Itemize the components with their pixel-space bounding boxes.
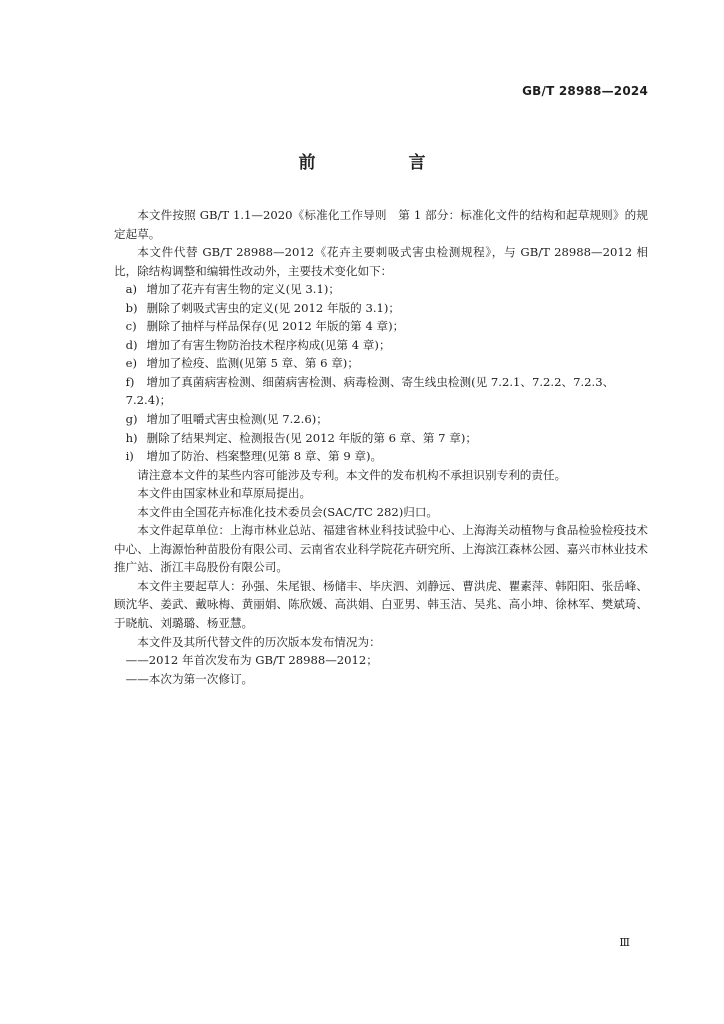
paragraph-replacement: 本文件代替 GB/T 28988—2012《花卉主要刺吸式害虫检测规程》，与 GB/T 28988—2012 相比，除结构调整和编辑性改动外，主要技术变化如下： [114, 245, 648, 278]
list-item-text: 增加了咀嚼式害虫检测(见 7.2.6)； [146, 412, 328, 427]
list-marker: e) [125, 356, 137, 371]
paragraph-proposer: 本文件由国家林业和草原局提出。 [137, 486, 312, 501]
list-item [114, 280, 648, 299]
paragraph-committee: 本文件由全国花卉标准化技术委员会(SAC/TC 282)归口。 [137, 504, 439, 519]
list-item [114, 410, 648, 429]
paragraph-drafting-units: 本文件起草单位：上海市林业总站、福建省林业科技试验中心、上海海关动植物与食品检验检疫技术中心、上海源怡种苗股份有限公司、云南省农业科学院花卉研究所、上海滨江森林公园、嘉兴市林业技术推广站、浙江丰岛股份有限公司。 [114, 523, 648, 575]
list-item [114, 429, 648, 448]
list-marker: c) [125, 319, 137, 334]
list-marker: i) [125, 449, 134, 464]
list-marker: h) [125, 430, 138, 445]
list-item-text: 增加了防治、档案整理(见第 8 章、第 9 章)。 [146, 449, 383, 464]
list-marker: d) [125, 337, 138, 352]
list-item-text: 增加了真菌病害检测、细菌病害检测、病毒检测、寄生线虫检测(见 7.2.1、7.2.2、7.2.3、7.2.4)； [125, 374, 615, 408]
list-item-text: 增加了检疫、监测(见第 5 章、第 6 章)； [146, 356, 359, 371]
list-item-text: 删除了刺吸式害虫的定义(见 2012 年版的 3.1)； [146, 300, 401, 315]
page-number: Ⅲ [619, 936, 630, 949]
list-marker: f) [125, 374, 135, 389]
paragraph-patent-notice: 请注意本文件的某些内容可能涉及专利。本文件的发布机构不承担识别专利的责任。 [137, 467, 567, 482]
list-item [114, 336, 648, 355]
list-item [114, 354, 648, 373]
list-item-text: 增加了有害生物防治技术程序构成(见第 4 章)； [146, 337, 391, 352]
changes-list [114, 280, 648, 465]
list-item-text: 删除了抽样与样品保存(见 2012 年版的第 4 章)； [146, 319, 405, 334]
list-item-text: 删除了结果判定、检测报告(见 2012 年版的第 6 章、第 7 章)； [146, 430, 477, 445]
paragraph-drafting-rules: 本文件按照 GB/T 1.1—2020《标准化工作导则 第 1 部分：标准化文件的结构和起草规则》的规定起草。 [114, 208, 648, 241]
list-item [114, 373, 648, 410]
standard-number: GB/T 28988—2024 [522, 84, 648, 98]
list-item-text: 增加了花卉有害生物的定义(见 3.1)； [146, 282, 340, 297]
document-body [114, 206, 648, 688]
history-item: ——本次为第一次修订。 [125, 671, 254, 686]
paragraph-history-intro: 本文件及其所代替文件的历次版本发布情况为： [137, 634, 381, 649]
list-item [114, 299, 648, 318]
history-item: ——2012 年首次发布为 GB/T 28988—2012； [125, 653, 378, 668]
page-title: 前 言 [298, 153, 464, 173]
paragraph-drafters: 本文件主要起草人：孙强、朱尾银、杨储丰、毕庆泗、刘静远、曹洪虎、瞿素萍、韩阳阳、张岳峰、顾沈华、姜武、戴咏梅、黄丽娟、陈欣媛、高洪娟、白亚男、韩玉洁、吴兆、高小坤、徐林军、樊斌琦、于晓航、刘璐璐、杨亚慧。 [114, 578, 648, 631]
list-marker: g) [125, 412, 138, 427]
list-marker: a) [125, 282, 138, 297]
list-marker: b) [125, 300, 138, 315]
list-item [114, 317, 648, 336]
list-item [114, 447, 648, 466]
